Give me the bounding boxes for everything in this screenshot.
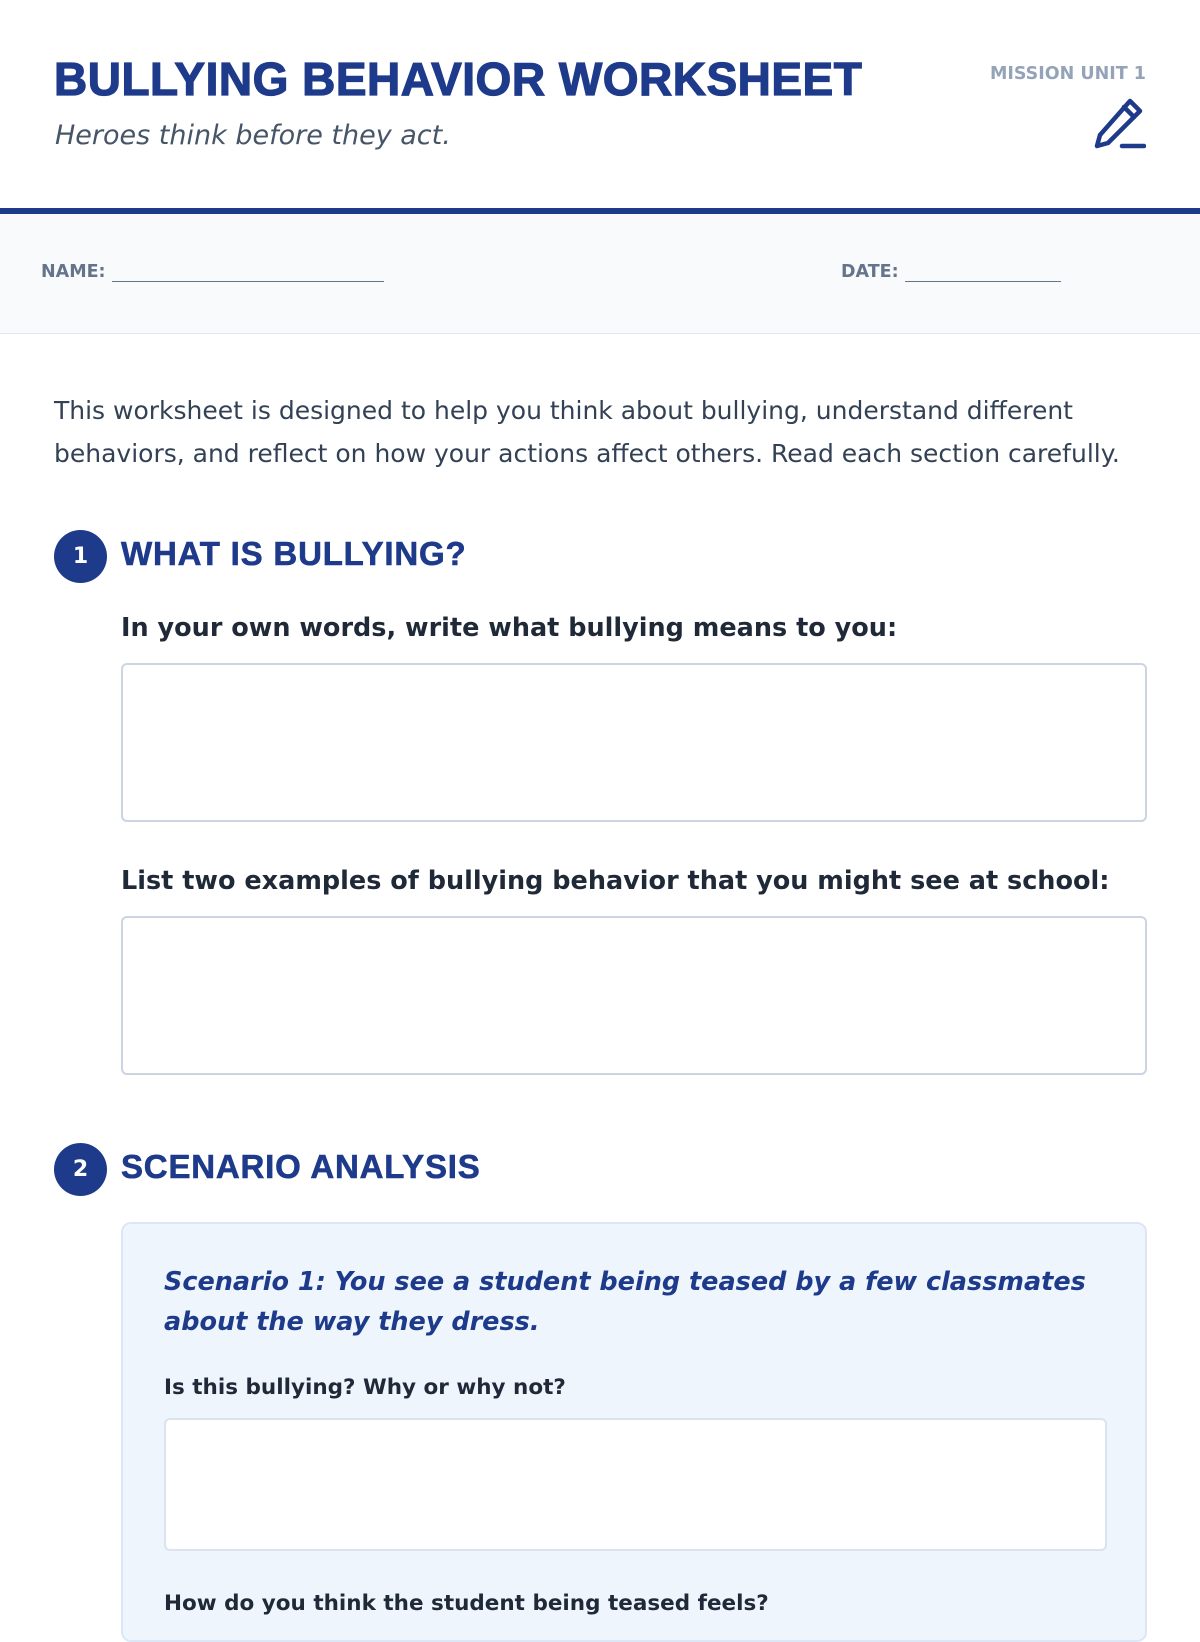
section-number-badge: 2 [54,1143,107,1196]
page-title: BULLYING BEHAVIOR WORKSHEET [54,53,863,105]
date-field [841,262,1061,282]
page-subtitle: Heroes think before they act. [55,120,451,151]
date-write-line[interactable] [905,263,1061,282]
scenario-text: Scenario 1: You see a student being teased by a few classmates about the way they dress. [164,1267,1086,1337]
scenario-question: Is this bullying? Why or why not? [164,1375,566,1400]
name-field [41,262,384,282]
intro-paragraph: This worksheet is designed to help you think about bullying, understand different behaviors, and reflect on how your actions affect others. Read each section carefully. [54,396,1120,468]
pencil-icon [1094,96,1146,150]
section-title: SCENARIO ANALYSIS [121,1148,481,1185]
name-label: NAME: [41,262,106,282]
worksheet-header [0,0,1200,214]
question-label: List two examples of bullying behavior that you might see at school: [121,866,1110,896]
name-write-line[interactable] [112,263,384,282]
answer-box[interactable] [121,663,1147,822]
scenario-answer-box[interactable] [164,1418,1107,1551]
scenario-question: How do you think the student being teased feels? [164,1591,769,1616]
date-label: DATE: [841,262,899,282]
question-label: In your own words, write what bullying means to you: [121,613,898,643]
scenario-card [121,1222,1147,1642]
answer-box[interactable] [121,916,1147,1075]
section-title: WHAT IS BULLYING? [121,535,467,572]
student-info-bar [0,214,1200,334]
unit-label: MISSION UNIT 1 [989,64,1146,84]
section-number-badge: 1 [54,530,107,583]
